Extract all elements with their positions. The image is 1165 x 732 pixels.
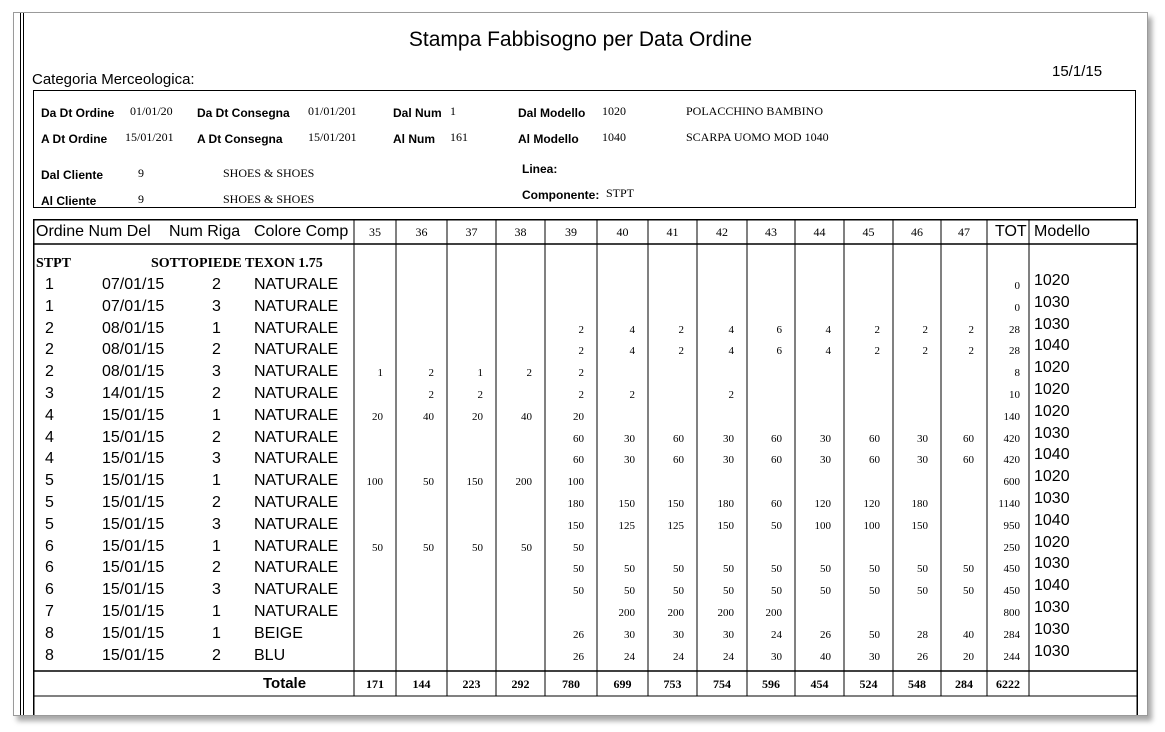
filter-linea-label: Linea: — [522, 162, 558, 176]
total-value: 292 — [511, 677, 530, 691]
row-riga: 2 — [212, 385, 221, 402]
row-qty: 100 — [567, 476, 584, 489]
row-qty: 1 — [377, 367, 383, 380]
row-riga: 3 — [212, 450, 221, 468]
row-qty: 100 — [814, 519, 831, 532]
report-page — [13, 12, 1148, 716]
row-modello: 1020 — [1034, 359, 1070, 377]
row-ordine: 4 — [45, 406, 54, 424]
row-tot: 950 — [1003, 519, 1020, 532]
row-ordine: 6 — [45, 581, 54, 599]
total-tot: 6222 — [996, 677, 1020, 691]
row-riga: 2 — [212, 428, 221, 446]
row-modello: 1040 — [1034, 337, 1070, 355]
row-qty: 28 — [917, 628, 928, 641]
row-qty: 100 — [366, 476, 383, 489]
row-qty: 50 — [673, 563, 684, 576]
row-del: 15/01/15 — [102, 537, 165, 555]
row-qty: 150 — [567, 519, 584, 532]
row-qty: 30 — [820, 454, 831, 467]
row-colore: NATURALE — [254, 603, 339, 620]
row-del: 15/01/15 — [102, 581, 165, 599]
row-qty: 2 — [874, 345, 880, 358]
row-colore: NATURALE — [254, 363, 339, 381]
row-riga: 2 — [212, 559, 221, 577]
filter-al-cliente-desc: SHOES & SHOES — [223, 192, 315, 206]
row-qty: 30 — [771, 650, 782, 663]
row-modello: 1030 — [1034, 620, 1070, 638]
total-value: 454 — [810, 677, 829, 691]
row-qty: 50 — [869, 585, 880, 598]
row-riga: 2 — [212, 494, 221, 511]
row-qty: 50 — [963, 585, 974, 598]
row-del: 08/01/15 — [102, 319, 165, 337]
header-modello: Modello — [1034, 223, 1091, 240]
filter-al-num-value: 161 — [450, 130, 468, 144]
total-value: 753 — [663, 677, 682, 691]
row-riga: 3 — [212, 515, 221, 533]
row-qty: 20 — [963, 650, 974, 663]
row-qty: 24 — [771, 628, 782, 641]
row-ordine: 2 — [45, 363, 54, 381]
header-num-riga: Num Riga — [169, 223, 241, 240]
filter-dal-num-value: 1 — [450, 104, 456, 118]
row-qty: 200 — [618, 607, 635, 619]
row-riga: 3 — [212, 363, 221, 381]
row-qty: 50 — [771, 585, 782, 598]
row-qty: 4 — [728, 345, 734, 358]
row-qty: 2 — [629, 389, 635, 401]
row-colore: NATURALE — [254, 450, 339, 468]
row-riga: 1 — [212, 406, 221, 424]
row-del: 08/01/15 — [102, 363, 165, 381]
row-modello: 1020 — [1034, 381, 1070, 398]
row-modello: 1020 — [1034, 468, 1070, 486]
row-del: 15/01/15 — [102, 559, 165, 577]
row-modello: 1030 — [1034, 293, 1070, 311]
requirements-table — [33, 219, 1138, 715]
row-modello: 1040 — [1034, 511, 1070, 529]
row-ordine: 5 — [45, 494, 54, 511]
total-value: 144 — [412, 677, 431, 691]
total-value: 524 — [859, 677, 878, 691]
row-tot: 250 — [1003, 541, 1020, 554]
row-qty: 60 — [869, 432, 880, 445]
row-qty: 50 — [963, 563, 974, 576]
row-colore: NATURALE — [254, 515, 339, 533]
total-value: 754 — [713, 677, 731, 691]
filter-al-num-label: Al Num — [393, 132, 435, 146]
row-riga: 1 — [212, 603, 221, 620]
row-tot: 0 — [1014, 301, 1020, 314]
row-modello: 1030 — [1034, 555, 1070, 573]
row-qty: 26 — [917, 650, 928, 663]
size-header: 36 — [415, 225, 428, 239]
row-modello: 1030 — [1034, 424, 1070, 442]
row-modello: 1030 — [1034, 642, 1070, 660]
row-qty: 6 — [776, 323, 782, 336]
row-ordine: 6 — [45, 559, 54, 577]
row-colore: NATURALE — [254, 406, 339, 424]
row-qty: 50 — [573, 585, 584, 598]
filter-componente-label: Componente: — [522, 188, 600, 202]
row-tot: 28 — [1009, 323, 1020, 336]
row-qty: 2 — [728, 389, 734, 401]
row-riga: 2 — [212, 646, 221, 664]
row-qty: 50 — [917, 563, 928, 576]
report-title: Stampa Fabbisogno per Data Ordine — [408, 28, 753, 51]
row-tot: 244 — [1003, 650, 1020, 663]
filter-da-dt-ordine-value: 01/01/20 — [130, 104, 173, 118]
row-qty: 60 — [771, 498, 782, 510]
row-qty: 50 — [521, 541, 532, 554]
total-value: 223 — [462, 677, 481, 691]
row-qty: 30 — [869, 650, 880, 663]
row-qty: 2 — [428, 367, 434, 380]
row-qty: 20 — [372, 410, 383, 423]
row-qty: 40 — [820, 650, 831, 663]
row-qty: 60 — [963, 432, 974, 445]
header-colore-comp: Colore Comp — [254, 223, 349, 240]
row-qty: 50 — [573, 563, 584, 576]
filter-al-cliente-value: 9 — [138, 192, 144, 206]
row-del: 15/01/15 — [102, 494, 165, 511]
row-qty: 150 — [618, 498, 635, 510]
row-colore: NATURALE — [254, 581, 339, 599]
filter-dal-num-label: Dal Num — [393, 106, 442, 120]
row-qty: 60 — [573, 432, 584, 445]
print-date: 15/1/15 — [1052, 63, 1103, 80]
row-qty: 4 — [629, 345, 635, 358]
size-header: 40 — [616, 225, 629, 239]
row-colore: BEIGE — [254, 624, 303, 642]
row-ordine: 1 — [45, 297, 54, 315]
row-qty: 100 — [863, 519, 880, 532]
row-colore: NATURALE — [254, 341, 339, 359]
row-colore: NATURALE — [254, 319, 339, 337]
row-qty: 50 — [869, 628, 880, 641]
row-qty: 2 — [678, 323, 684, 336]
row-riga: 3 — [212, 581, 221, 599]
row-qty: 200 — [667, 607, 684, 619]
filter-a-dt-consegna-label: A Dt Consegna — [197, 132, 283, 146]
row-tot: 28 — [1009, 345, 1020, 358]
row-tot: 420 — [1003, 454, 1020, 467]
row-qty: 120 — [863, 498, 880, 510]
row-qty: 50 — [624, 563, 635, 576]
filter-componente-value: STPT — [606, 186, 635, 200]
row-qty: 30 — [917, 432, 928, 445]
row-qty: 50 — [624, 585, 635, 598]
size-header: 39 — [565, 225, 577, 239]
row-qty: 2 — [578, 345, 584, 358]
row-qty: 2 — [578, 323, 584, 336]
row-qty: 60 — [573, 454, 584, 467]
row-qty: 30 — [624, 454, 635, 467]
filter-al-modello-label: Al Modello — [518, 132, 579, 146]
row-colore: NATURALE — [254, 428, 339, 446]
filter-dal-modello-value: 1020 — [602, 104, 626, 118]
row-modello: 1020 — [1034, 533, 1070, 551]
size-header: 44 — [813, 225, 826, 239]
row-qty: 24 — [723, 650, 734, 663]
row-qty: 125 — [618, 519, 635, 532]
size-header: 42 — [716, 225, 728, 239]
filter-al-modello-desc: SCARPA UOMO MOD 1040 — [686, 130, 829, 144]
group-description: SOTTOPIEDE TEXON 1.75 — [151, 256, 323, 271]
size-header: 45 — [862, 225, 875, 239]
row-qty: 26 — [573, 628, 584, 641]
row-qty: 26 — [573, 650, 584, 663]
row-qty: 50 — [771, 563, 782, 576]
row-qty: 40 — [423, 410, 434, 423]
row-tot: 8 — [1014, 367, 1020, 380]
row-qty: 2 — [428, 389, 434, 401]
row-del: 15/01/15 — [102, 603, 165, 620]
filter-dal-cliente-value: 9 — [138, 166, 144, 180]
size-header: 43 — [765, 225, 777, 239]
row-colore: NATURALE — [254, 472, 339, 490]
row-qty: 60 — [771, 454, 782, 467]
row-qty: 180 — [567, 498, 584, 510]
group-code: STPT — [36, 256, 72, 271]
row-qty: 60 — [673, 432, 684, 445]
row-qty: 2 — [922, 345, 928, 358]
row-qty: 6 — [776, 345, 782, 358]
row-qty: 50 — [573, 541, 584, 554]
row-qty: 150 — [466, 476, 483, 489]
row-qty: 30 — [723, 432, 734, 445]
row-del: 15/01/15 — [102, 428, 165, 446]
row-ordine: 7 — [45, 603, 54, 620]
row-qty: 4 — [629, 323, 635, 336]
row-qty: 2 — [578, 389, 584, 401]
row-qty: 50 — [472, 541, 483, 554]
row-qty: 50 — [723, 585, 734, 598]
row-ordine: 4 — [45, 450, 54, 468]
row-riga: 2 — [212, 341, 221, 359]
row-qty: 50 — [673, 585, 684, 598]
row-tot: 140 — [1003, 410, 1020, 423]
row-modello: 1020 — [1034, 272, 1070, 289]
row-qty: 4 — [728, 323, 734, 336]
header-ordine-num-del: Ordine Num Del — [36, 223, 151, 240]
size-header: 37 — [465, 225, 478, 239]
filter-dal-modello-desc: POLACCHINO BAMBINO — [686, 104, 824, 118]
row-qty: 2 — [678, 345, 684, 358]
filter-al-cliente-label: Al Cliente — [41, 194, 97, 208]
row-qty: 60 — [963, 454, 974, 467]
filter-dal-cliente-desc: SHOES & SHOES — [223, 166, 315, 180]
total-value: 780 — [562, 677, 580, 691]
total-value: 699 — [613, 677, 632, 691]
row-qty: 1 — [477, 367, 483, 380]
row-ordine: 2 — [45, 319, 54, 337]
row-qty: 50 — [869, 563, 880, 576]
row-qty: 50 — [372, 541, 383, 554]
row-del: 15/01/15 — [102, 646, 165, 664]
row-qty: 30 — [723, 454, 734, 467]
left-margin-rule — [20, 13, 24, 715]
category-label: Categoria Merceologica: — [32, 71, 195, 88]
row-qty: 60 — [771, 432, 782, 445]
row-tot: 10 — [1009, 389, 1020, 401]
row-qty: 150 — [667, 498, 684, 510]
row-qty: 2 — [968, 323, 974, 336]
row-del: 15/01/15 — [102, 406, 165, 424]
filter-dal-cliente-label: Dal Cliente — [41, 168, 104, 182]
row-colore: NATURALE — [254, 385, 339, 402]
row-del: 07/01/15 — [102, 276, 165, 293]
row-ordine: 8 — [45, 646, 54, 664]
row-modello: 1030 — [1034, 315, 1070, 333]
row-qty: 180 — [717, 498, 734, 510]
filter-box — [33, 90, 1136, 208]
row-qty: 40 — [963, 628, 974, 641]
row-qty: 150 — [717, 519, 734, 532]
row-qty: 4 — [825, 345, 831, 358]
row-qty: 60 — [869, 454, 880, 467]
row-qty: 2 — [922, 323, 928, 336]
row-qty: 30 — [624, 432, 635, 445]
filter-da-dt-ordine-label: Da Dt Ordine — [41, 106, 115, 120]
row-qty: 200 — [515, 476, 532, 489]
row-qty: 120 — [814, 498, 831, 510]
row-qty: 2 — [578, 367, 584, 380]
row-qty: 24 — [624, 650, 635, 663]
row-qty: 24 — [673, 650, 684, 663]
row-modello: 1020 — [1034, 402, 1070, 420]
row-qty: 30 — [723, 628, 734, 641]
row-riga: 2 — [212, 276, 221, 293]
row-qty: 4 — [825, 323, 831, 336]
row-ordine: 4 — [45, 428, 54, 446]
row-riga: 1 — [212, 537, 221, 555]
row-ordine: 6 — [45, 537, 54, 555]
row-del: 07/01/15 — [102, 297, 165, 315]
row-qty: 30 — [917, 454, 928, 467]
row-qty: 50 — [771, 519, 782, 532]
row-del: 08/01/15 — [102, 341, 165, 359]
total-value: 596 — [762, 677, 780, 691]
row-del: 15/01/15 — [102, 515, 165, 533]
row-qty: 60 — [673, 454, 684, 467]
row-modello: 1030 — [1034, 490, 1070, 507]
row-ordine: 1 — [45, 276, 54, 293]
row-colore: NATURALE — [254, 537, 339, 555]
row-qty: 20 — [472, 410, 483, 423]
row-tot: 800 — [1003, 607, 1020, 619]
row-colore: NATURALE — [254, 494, 339, 511]
row-ordine: 8 — [45, 624, 54, 642]
size-header: 47 — [958, 225, 970, 239]
row-qty: 50 — [423, 476, 434, 489]
row-qty: 200 — [717, 607, 734, 619]
filter-a-dt-ordine-label: A Dt Ordine — [41, 132, 108, 146]
row-tot: 0 — [1014, 280, 1020, 292]
size-header: 41 — [666, 225, 679, 239]
header-tot: TOT — [995, 223, 1027, 240]
totals-label: Totale — [263, 675, 307, 692]
row-colore: BLU — [254, 646, 286, 664]
row-riga: 3 — [212, 297, 221, 315]
row-qty: 180 — [911, 498, 928, 510]
row-qty: 30 — [624, 628, 635, 641]
row-ordine: 3 — [45, 385, 54, 402]
row-qty: 40 — [521, 410, 532, 423]
row-del: 15/01/15 — [102, 450, 165, 468]
row-ordine: 5 — [45, 472, 54, 490]
row-tot: 450 — [1003, 585, 1020, 598]
row-qty: 200 — [765, 607, 782, 619]
row-qty: 125 — [667, 519, 684, 532]
filter-dal-modello-label: Dal Modello — [518, 106, 586, 120]
row-qty: 50 — [820, 563, 831, 576]
row-qty: 50 — [820, 585, 831, 598]
row-modello: 1030 — [1034, 599, 1070, 616]
row-qty: 50 — [723, 563, 734, 576]
row-del: 14/01/15 — [102, 385, 165, 402]
row-ordine: 2 — [45, 341, 54, 359]
row-colore: NATURALE — [254, 297, 339, 315]
size-header: 35 — [369, 225, 381, 239]
row-modello: 1040 — [1034, 446, 1070, 464]
row-qty: 2 — [968, 345, 974, 358]
row-modello: 1040 — [1034, 577, 1070, 595]
row-tot: 600 — [1003, 476, 1020, 489]
row-riga: 1 — [212, 319, 221, 337]
row-tot: 450 — [1003, 563, 1020, 576]
row-qty: 30 — [820, 432, 831, 445]
row-tot: 284 — [1003, 628, 1020, 641]
row-riga: 1 — [212, 624, 221, 642]
filter-da-dt-consegna-value: 01/01/201 — [308, 104, 357, 118]
row-qty: 50 — [423, 541, 434, 554]
row-del: 15/01/15 — [102, 624, 165, 642]
row-riga: 1 — [212, 472, 221, 490]
filter-a-dt-consegna-value: 15/01/201 — [308, 130, 357, 144]
filter-al-modello-value: 1040 — [602, 130, 626, 144]
row-ordine: 5 — [45, 515, 54, 533]
row-qty: 50 — [917, 585, 928, 598]
filter-da-dt-consegna-label: Da Dt Consegna — [197, 106, 290, 120]
row-qty: 2 — [477, 389, 483, 401]
total-value: 548 — [908, 677, 926, 691]
total-value: 171 — [366, 677, 384, 691]
size-header: 46 — [911, 225, 923, 239]
size-header: 38 — [514, 225, 527, 239]
row-qty: 150 — [911, 519, 928, 532]
row-qty: 20 — [573, 410, 584, 423]
row-qty: 30 — [673, 628, 684, 641]
row-tot: 1140 — [998, 498, 1020, 510]
total-value: 284 — [955, 677, 973, 691]
row-qty: 2 — [874, 323, 880, 336]
row-del: 15/01/15 — [102, 472, 165, 490]
row-colore: NATURALE — [254, 559, 339, 577]
filter-a-dt-ordine-value: 15/01/201 — [125, 130, 174, 144]
row-qty: 2 — [526, 367, 532, 380]
row-tot: 420 — [1003, 432, 1020, 445]
row-qty: 26 — [820, 628, 831, 641]
row-colore: NATURALE — [254, 276, 339, 293]
